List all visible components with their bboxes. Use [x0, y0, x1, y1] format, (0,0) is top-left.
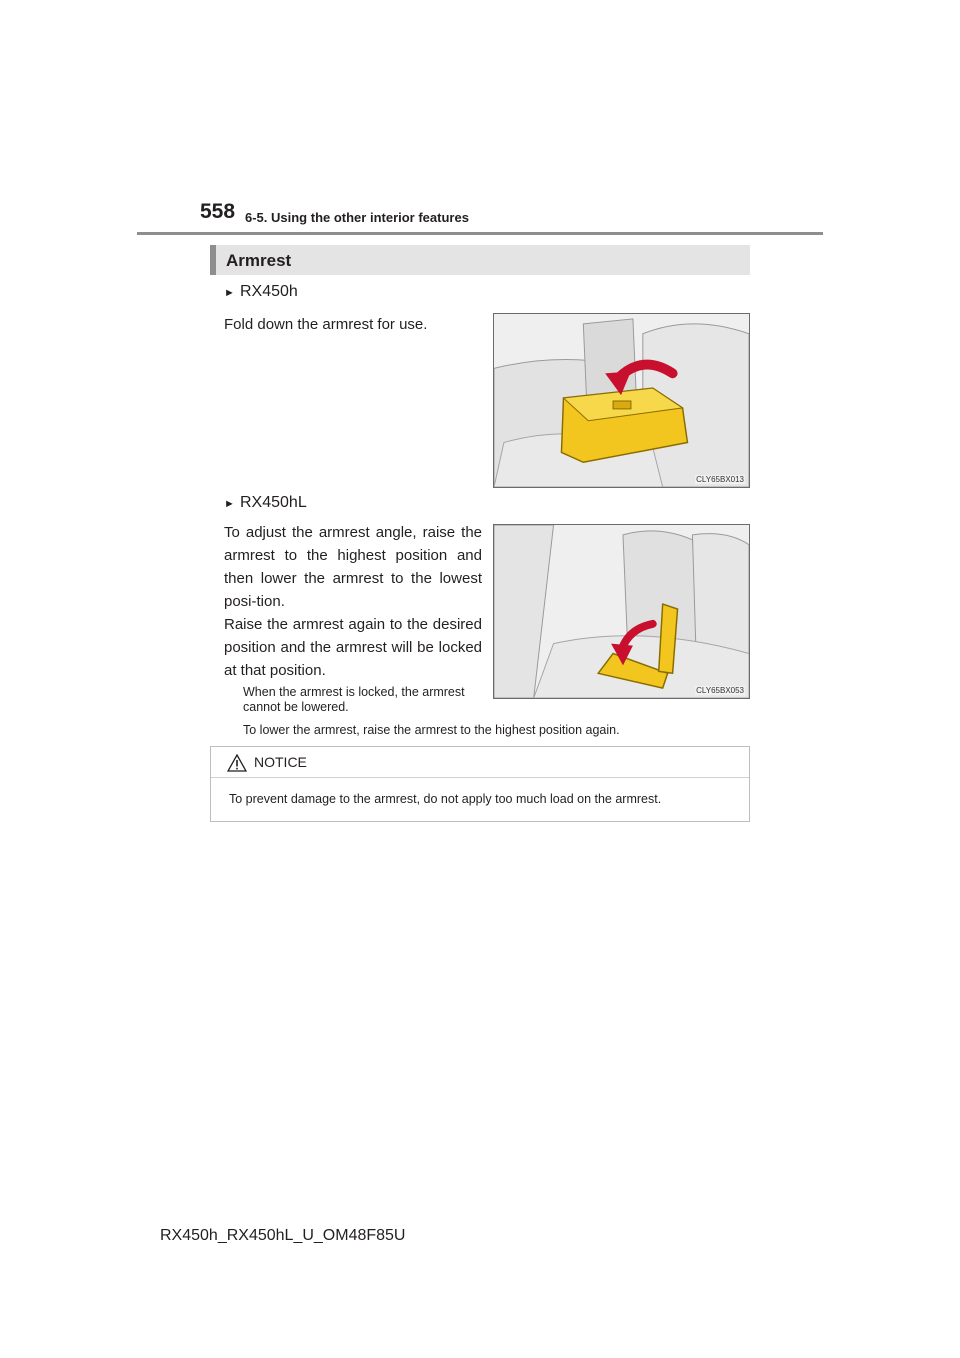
seat-armrest-drawing [494, 525, 749, 698]
section-title: Armrest [226, 251, 292, 270]
notice-header [211, 747, 749, 778]
armrest-illustration-rx450hl [493, 524, 750, 699]
figure-code: CLY65BX053 [696, 686, 744, 695]
section-header [210, 245, 750, 275]
note-lower: To lower the armrest, raise the armrest to the highest position again. [243, 723, 620, 737]
instruction-rx450h: Fold down the armrest for use. [224, 316, 428, 333]
instruction-rx450hl-2: Raise the armrest again to the desired position and the armrest will be locked at that position. [224, 616, 482, 679]
page-number: 558 [200, 200, 236, 223]
model-label: RX450hL [240, 494, 307, 511]
instruction-rx450hl-1: To adjust the armrest angle, raise the armrest to the highest position and then lower the armrest to the lowest posi-tion. [224, 524, 482, 610]
warning-triangle-icon [227, 754, 247, 772]
notice-box [210, 746, 750, 822]
notice-text: To prevent damage to the armrest, do not apply too much load on the armrest. [229, 792, 662, 806]
model-heading-rx450h [224, 283, 298, 301]
figure-code: CLY65BX013 [696, 475, 744, 484]
header-rule [137, 232, 823, 235]
armrest-illustration-rx450h [493, 313, 750, 488]
note-locked: When the armrest is locked, the armrest cannot be lowered. [243, 685, 465, 714]
model-heading-rx450hl [224, 494, 307, 512]
model-label: RX450h [240, 283, 298, 300]
chapter-title: 6-5. Using the other interior features [245, 210, 469, 225]
manual-id: RX450h_RX450hL_U_OM48F85U [160, 1227, 406, 1244]
notice-label: NOTICE [254, 754, 307, 770]
seat-armrest-drawing [494, 314, 749, 487]
triangle-bullet-icon: ► [224, 498, 235, 510]
triangle-bullet-icon: ► [224, 287, 235, 299]
